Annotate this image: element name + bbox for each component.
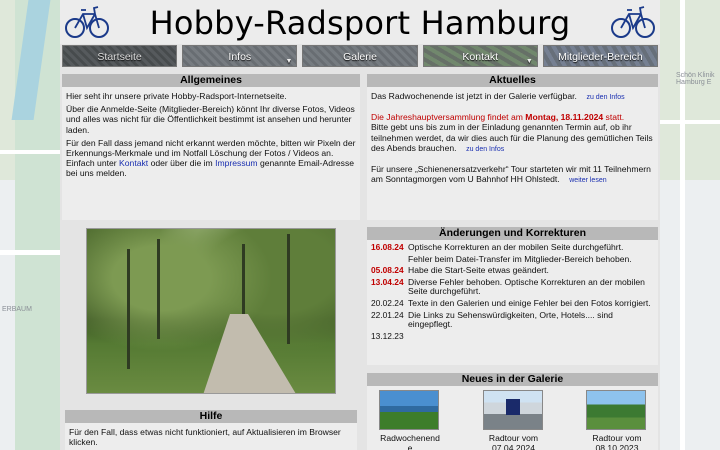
page bbox=[60, 0, 660, 450]
nav-label: Infos bbox=[228, 51, 252, 63]
change-row bbox=[371, 266, 654, 276]
news-link[interactable]: zu den Infos bbox=[586, 94, 625, 101]
allgemeines-text: Hier seht ihr unsere private Hobby-Radsport-Internetseite. bbox=[66, 91, 287, 101]
news-text: Für unsere „Schienenersatzverkehr“ Tour starteten wir mit 11 Teilnehmern am Sonntagmorgen vom U Bahnhof HH Ohlstedt. bbox=[371, 164, 651, 185]
tree-trunk bbox=[287, 234, 290, 344]
map-road bbox=[0, 250, 60, 255]
gallery-item[interactable] bbox=[379, 390, 441, 450]
path-shape bbox=[182, 314, 302, 394]
map-label: ERBAUM bbox=[2, 306, 32, 313]
gallery-caption: 07.04.2024 bbox=[491, 443, 535, 450]
tree-trunk bbox=[127, 249, 130, 369]
nav-label: Kontakt bbox=[462, 51, 499, 63]
map-label: Schön Klinik Hamburg E bbox=[676, 72, 715, 86]
allgemeines-text: Für den Fall dass jemand nicht erkannt werden möchte, bitten wir Pixeln der Erkennungs-Merkmale und im Notfall Löschung der Fotos / Videos an. bbox=[66, 137, 356, 159]
news-text: Die Jahreshauptversammlung findet am bbox=[371, 112, 526, 123]
gallery-thumbnail[interactable] bbox=[586, 390, 646, 430]
change-date: 20.02.24 bbox=[371, 297, 404, 308]
dropdown-arrow-icon: ▼ bbox=[525, 58, 533, 65]
right-column bbox=[367, 74, 658, 450]
change-date: 13.12.23 bbox=[371, 330, 404, 341]
gallery-caption: e bbox=[407, 443, 413, 450]
news-item bbox=[371, 164, 654, 186]
change-text: Texte in den Galerien und einige Fehler bei den Fotos korrigiert. bbox=[408, 297, 651, 308]
allgemeines-heading: Allgemeines bbox=[62, 74, 360, 87]
map-road bbox=[0, 150, 60, 154]
text-segment: genannte Email-Adresse bei uns melden. bbox=[66, 158, 355, 179]
hilfe-text: Für den Fall, dass etwas nicht funktioniert, auf Aktualisieren im Browser klicken. bbox=[65, 423, 357, 450]
nav-mitglieder-bereich[interactable] bbox=[543, 45, 658, 67]
hilfe-heading: Hilfe bbox=[65, 410, 357, 423]
gallery-item[interactable] bbox=[586, 390, 648, 450]
news-text: statt. bbox=[603, 112, 625, 123]
change-date: 16.08.24 bbox=[371, 242, 404, 252]
map-road bbox=[680, 0, 685, 450]
photo-container bbox=[62, 221, 360, 409]
nav-infos[interactable] bbox=[182, 45, 297, 67]
news-item bbox=[371, 91, 654, 103]
impressum-link[interactable]: Impressum bbox=[215, 158, 258, 169]
nav-startseite[interactable] bbox=[62, 45, 177, 67]
hilfe-panel bbox=[65, 410, 357, 450]
dropdown-arrow-icon: ▼ bbox=[285, 58, 293, 65]
change-date: 13.04.24 bbox=[371, 276, 404, 287]
kontakt-link[interactable]: Kontakt bbox=[119, 158, 149, 169]
text-segment: Einfach unter bbox=[66, 158, 120, 169]
nav-galerie[interactable] bbox=[302, 45, 417, 67]
news-text: Bitte gebt uns bis zum in der Einladung genannten Termin auf, ob ihr teilnehmen werdet, da wir dies auch für die Planung des gemütlichen Teils des Abends brauchen. bbox=[371, 122, 653, 153]
news-link[interactable]: weiter lesen bbox=[569, 177, 607, 185]
change-row bbox=[371, 332, 654, 342]
changes-panel bbox=[367, 227, 658, 365]
main-nav bbox=[62, 45, 658, 67]
news-highlight bbox=[371, 112, 654, 122]
change-text: Habe die Start-Seite etwas geändert. bbox=[408, 265, 549, 276]
text-segment: oder über die im bbox=[148, 158, 216, 169]
gallery-panel bbox=[367, 373, 658, 450]
nav-label: Startseite bbox=[97, 51, 142, 63]
gallery-thumbnail[interactable] bbox=[379, 390, 439, 430]
nav-label: Galerie bbox=[343, 51, 377, 63]
site-title: Hobby-Radsport Hamburg bbox=[149, 4, 571, 42]
site-header bbox=[60, 0, 660, 44]
nav-label: Mitglieder-Bereich bbox=[558, 51, 643, 63]
change-row bbox=[371, 299, 654, 309]
gallery-thumbnail[interactable] bbox=[483, 390, 543, 430]
aktuelles-heading: Aktuelles bbox=[367, 74, 658, 87]
map-road bbox=[660, 120, 720, 124]
map-river bbox=[12, 0, 51, 120]
change-row bbox=[371, 243, 654, 253]
change-text: Optische Korrekturen an der mobilen Seite durchgeführt. bbox=[408, 242, 624, 252]
left-column bbox=[62, 74, 360, 448]
meeting-date: Montag, 18.11.2024 bbox=[525, 112, 604, 123]
allgemeines-text: Über die Anmelde-Seite (Mitglieder-Bereich) könnt Ihr diverse Fotos, Videos und alles was nicht für die Öffentlichkeit bestimmt ist ansehen und herunter laden. bbox=[66, 104, 355, 135]
allgemeines-panel bbox=[62, 74, 360, 220]
bicycle-logo-right bbox=[610, 2, 656, 42]
forest-path-photo bbox=[86, 228, 336, 394]
news-item bbox=[371, 122, 654, 155]
gallery-caption: Radtour vom bbox=[488, 433, 539, 443]
allgemeines-contact-text bbox=[66, 158, 356, 178]
change-text: Fehler beim Datei-Transfer im Mitglieder-Bereich behoben. bbox=[408, 253, 632, 264]
change-text: Die Links zu Sehenswürdigkeiten, Orte, Hotels.... sind eingepflegt. bbox=[408, 309, 613, 330]
change-row bbox=[371, 278, 654, 297]
gallery-item[interactable] bbox=[483, 390, 545, 450]
aktuelles-panel bbox=[367, 74, 658, 220]
changes-heading: Änderungen und Korrekturen bbox=[367, 227, 658, 240]
change-date: 05.08.24 bbox=[371, 265, 404, 276]
change-date: 22.01.24 bbox=[371, 309, 404, 320]
gallery-heading: Neues in der Galerie bbox=[367, 373, 658, 386]
change-text: Diverse Fehler behoben. Optische Korrekturen an der mobilen Seite durchgeführt. bbox=[408, 276, 645, 297]
gallery-caption: Radwochenend bbox=[380, 433, 440, 443]
change-row bbox=[371, 255, 654, 265]
change-date bbox=[371, 255, 408, 265]
news-text: Das Radwochenende ist jetzt in der Galerie verfügbar. bbox=[371, 91, 577, 101]
change-text bbox=[408, 332, 654, 342]
nav-kontakt[interactable] bbox=[423, 45, 538, 67]
change-row bbox=[371, 311, 654, 330]
news-link[interactable]: zu den Infos bbox=[466, 145, 505, 153]
gallery-caption: 08.10.2023 bbox=[595, 443, 639, 450]
gallery-caption: Radtour vom bbox=[592, 433, 642, 443]
tree-trunk bbox=[157, 239, 160, 339]
